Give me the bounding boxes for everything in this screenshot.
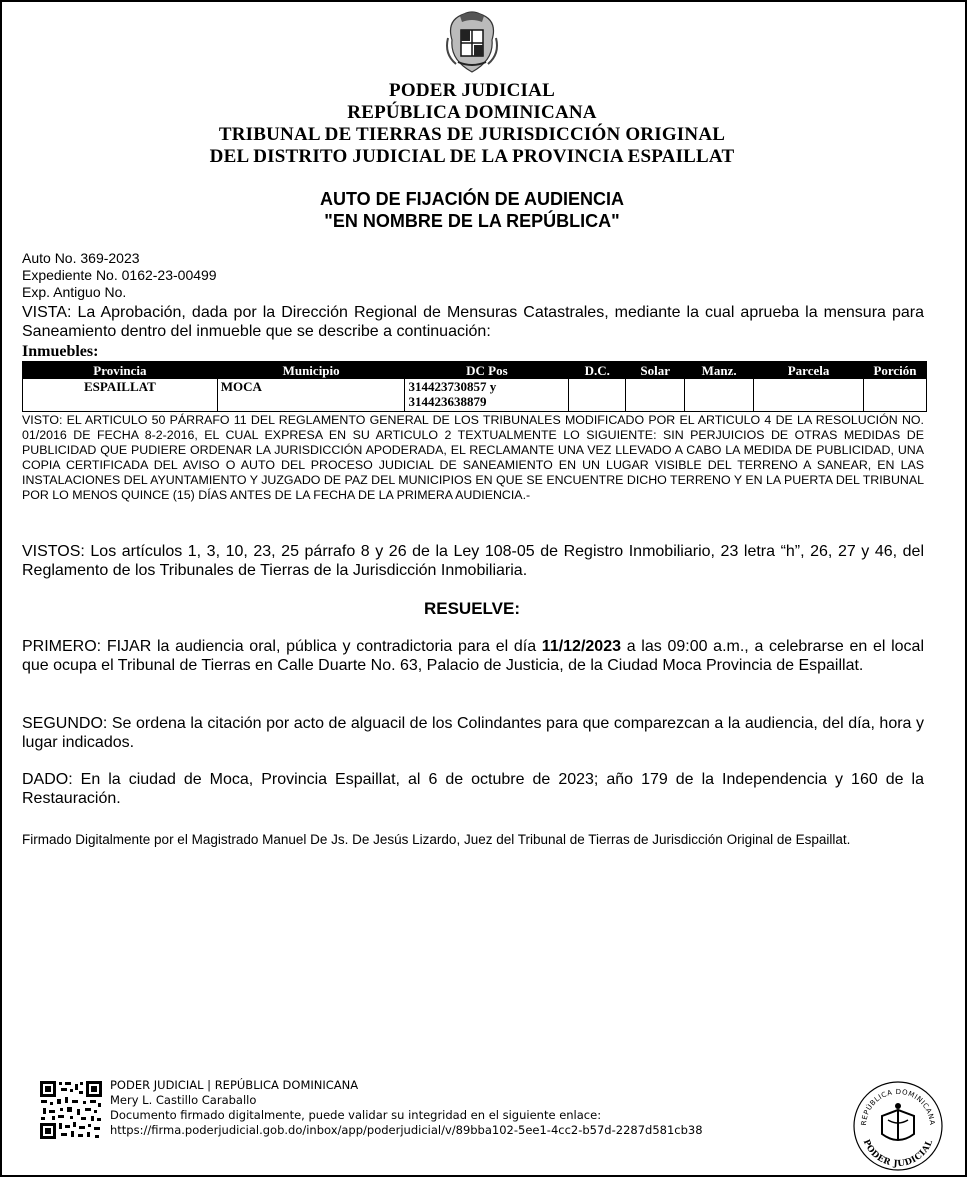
cell-dc-pos [405, 379, 569, 412]
footer-validation-link[interactable]: https://firma.poderjudicial.gob.do/inbox/app/poderjudicial/v/89bba102-5ee1-4cc2-b57d-2287d581cb38 [110, 1123, 703, 1137]
column-header: Parcela [754, 362, 864, 379]
segundo-paragraph: SEGUNDO: Se ordena la citación por acto de alguacil de los Colindantes para que comparezcan a la audiencia, del día, hora y lugar indicados. [22, 715, 924, 751]
column-header: DC Pos [405, 362, 569, 379]
cell-solar [626, 379, 685, 412]
footer-note: Documento firmado digitalmente, puede validar su integridad en el siguiente enlace: [110, 1108, 602, 1122]
column-header: Provincia [23, 362, 218, 379]
digital-signature-note: Firmado Digitalmente por el Magistrado Manuel De Js. De Jesús Lizardo, Juez del Tribunal de Tierras de Jurisdicción Original de Espaillat. [22, 832, 851, 847]
hearing-date: 11/12/2023 [541, 638, 621, 655]
cell-provincia: ESPAILLAT [23, 379, 218, 412]
emblem-bottom-text: PODER JUDICIAL [860, 1138, 936, 1170]
auto-number: Auto No. 369-2023 [22, 250, 140, 266]
case-meta [22, 250, 217, 301]
footer-signer: Mery L. Castillo Caraballo [110, 1093, 257, 1107]
title-line-2: "EN NOMBRE DE LA REPÚBLICA" [324, 211, 620, 231]
inmuebles-table [22, 361, 927, 412]
column-header: Porción [863, 362, 926, 379]
qr-code[interactable] [39, 1080, 103, 1140]
signature-footer [110, 1078, 703, 1138]
column-header: D.C. [569, 362, 626, 379]
table-header-row [23, 362, 927, 379]
court-header [2, 80, 942, 168]
dc-pos-line-1: 314423730857 y [408, 379, 497, 394]
vistos-paragraph: VISTOS: Los artículos 1, 3, 10, 23, 25 párrafo 8 y 26 de la Ley 108-05 de Registro Inmobiliario, 23 letra “h”, 26, 27 y 46, del Reglamento de los Tribunales de Tierras de la Jurisdicción Inmobiliaria. [22, 543, 924, 579]
court-line: TRIBUNAL DE TIERRAS DE JURISDICCIÓN ORIGINAL [218, 124, 726, 145]
coat-of-arms-seal [442, 10, 502, 76]
emblem-top-text: REPÚBLICA DOMINICANA [859, 1087, 937, 1126]
poder-judicial-emblem [852, 1080, 944, 1172]
document-title [2, 188, 942, 232]
inmuebles-label: Inmuebles: [22, 343, 99, 360]
primero-text-before: PRIMERO: FIJAR la audiencia oral, pública y contradictoria para el día [22, 638, 542, 655]
title-line-1: AUTO DE FIJACIÓN DE AUDIENCIA [319, 189, 625, 209]
visto-paragraph: VISTO: EL ARTICULO 50 PÁRRAFO 11 DEL REGLAMENTO GENERAL DE LOS TRIBUNALES MODIFICADO POR EL ARTICULO 4 DE LA RESOLUCIÓN NO. 01/2016 DE FECHA 8-2-2016, EL CUAL EXPRESA EN SU ARTICULO 2 TEXTUALMENTE LO SIGUIENTE: SIN PERJUICIOS DE OTRAS MEDIDAS DE PUBLICIDAD QUE PUDIERE ORDENAR LA JURISDICCIÓN APODERADA, EL RECLAMANTE UNA VEZ LLEVADO A CABO LA MEDIDA DE PUBLICIDAD, UNA COPIA CERTIFICADA DEL AVISO O AUTO DEL PROCESO JUDICIAL DE SANEAMIENTO EN UN LUGAR VISIBLE DEL TERRENO A SANEAR, EN LAS INSTALACIONES DEL AYUNTAMIENTO Y JUZGADO DE PAZ DEL MUNICIPIOS EN QUE SE ENCUENTRE DICHO TERRENO Y EN LA PUERTA DEL TRIBUNAL POR LO MENOS QUINCE (15) DÍAS ANTES DE LA FECHA DE LA PRIMERA AUDIENCIA.- [22, 413, 924, 502]
dado-paragraph: DADO: En la ciudad de Moca, Provincia Espaillat, al 6 de octubre de 2023; año 179 de la Independencia y 160 de la Restauración. [22, 771, 924, 807]
cell-porcion [863, 379, 926, 412]
cell-manz [685, 379, 754, 412]
dc-pos-line-2: 314423638879 [408, 394, 487, 409]
resuelve-heading: RESUELVE: [423, 599, 521, 618]
vista-paragraph: VISTA: La Aprobación, dada por la Dirección Regional de Mensuras Catastrales, mediante la cual aprueba la mensura para Saneamiento dentro del inmueble que se describe a continuación: [22, 304, 924, 340]
primero-paragraph [22, 637, 924, 675]
table-row [23, 379, 927, 412]
cell-parcela [754, 379, 864, 412]
court-line: REPÚBLICA DOMINICANA [347, 102, 597, 123]
primero-text-after: a las 09:00 a.m., a celebrarse en el local que ocupa el Tribunal de Tierras en Calle Duarte No. 63, Palacio de Justicia, de la Ciudad Moca Provincia de Espaillat. [22, 638, 924, 674]
column-header: Municipio [217, 362, 405, 379]
court-line: DEL DISTRITO JUDICIAL DE LA PROVINCIA ESPAILLAT [209, 146, 735, 167]
column-header: Solar [626, 362, 685, 379]
cell-dc [569, 379, 626, 412]
court-line: PODER JUDICIAL [389, 80, 555, 101]
svg-text:PODER JUDICIAL [861, 1138, 935, 1169]
exp-antiguo: Exp. Antiguo No. [22, 284, 127, 300]
expediente-number: Expediente No. 0162-23-00499 [22, 267, 217, 283]
footer-institution: PODER JUDICIAL | REPÚBLICA DOMINICANA [110, 1078, 359, 1092]
cell-municipio: MOCA [217, 379, 405, 412]
column-header: Manz. [685, 362, 754, 379]
